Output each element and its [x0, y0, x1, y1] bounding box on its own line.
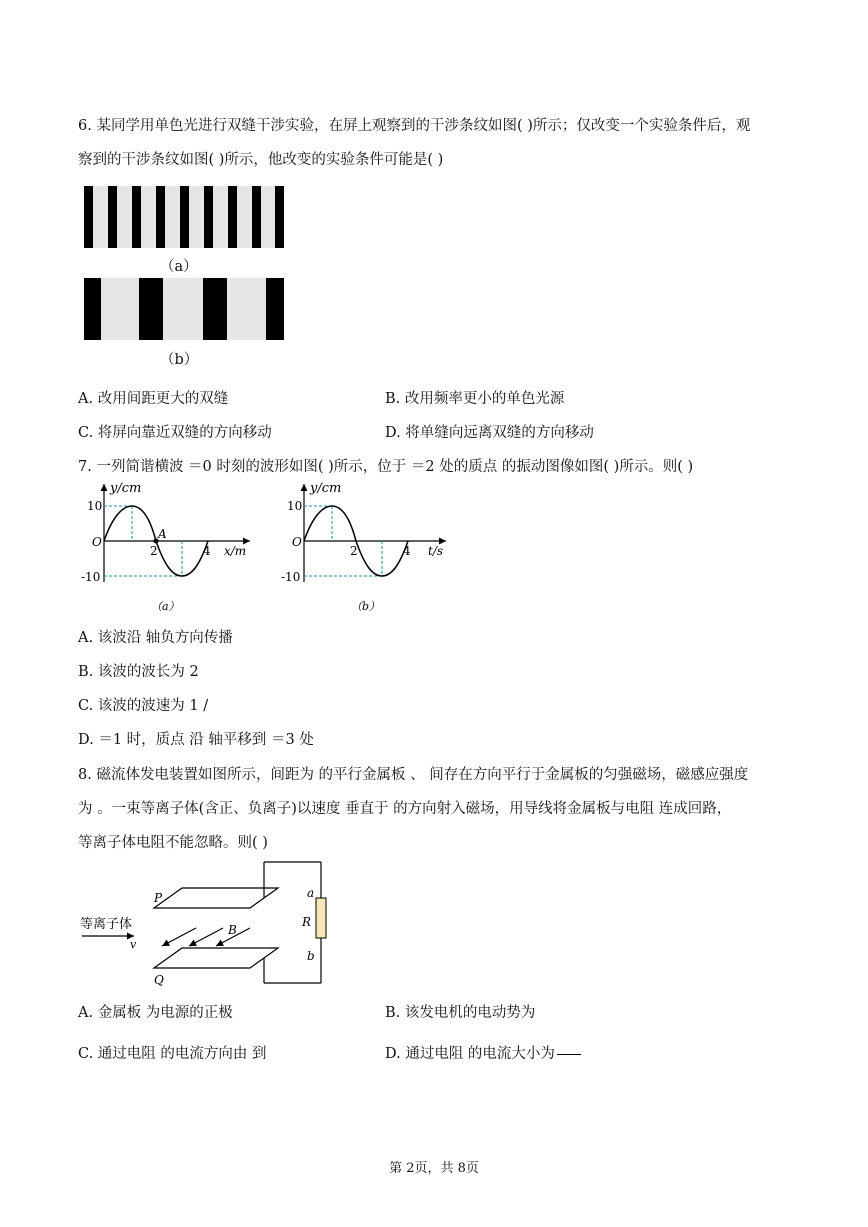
svg-text:（b）: （b） — [351, 600, 381, 613]
resistor-r — [316, 898, 326, 938]
svg-text:v: v — [130, 938, 137, 951]
q6-option-c[interactable]: C. 将屏向靠近双缝的方向移动 — [78, 425, 272, 441]
svg-text:Q: Q — [154, 973, 164, 987]
q6-stem-line2: 察到的干涉条纹如图( )所示，他改变的实验条件可能是( ) — [78, 152, 444, 168]
q6-stem-line1: 6. 某同学用单色光进行双缝干涉实验，在屏上观察到的干涉条纹如图( )所示；仅改变一个实验条件后，观 — [78, 118, 751, 134]
q7-option-d[interactable]: D. ＝1 时，质点 沿 轴平移到 ＝3 处 — [78, 732, 314, 748]
q6-option-d[interactable]: D. 将单缝向远离双缝的方向移动 — [385, 425, 594, 441]
mhd-generator-diagram — [78, 858, 338, 988]
plate-q — [154, 948, 278, 968]
svg-text:a: a — [307, 886, 315, 900]
q8-option-a[interactable]: A. 金属板 为电源的正极 — [78, 1005, 233, 1021]
q7-stem: 7. 一列简谐横波 ＝0 时刻的波形如图( )所示，位于 ＝2 处的质点 的振动图像如图( )所示。则( ) — [78, 459, 694, 475]
svg-text:4: 4 — [203, 544, 211, 558]
vibration-graph-b — [278, 478, 458, 618]
svg-text:x/m: x/m — [224, 544, 247, 558]
q7-option-a[interactable]: A. 该波沿 轴负方向传播 — [78, 630, 233, 646]
q8-stem-line3: 等离子体电阻不能忽略。则( ) — [78, 835, 268, 851]
plate-p — [154, 888, 278, 908]
fraction-bar — [557, 1054, 581, 1055]
svg-text:R: R — [302, 915, 312, 929]
svg-text:2: 2 — [150, 544, 158, 558]
wave-graph-a — [78, 478, 258, 618]
q8-stem-line2: 为 。一束等离子体(含正、负离子)以速度 垂直于 的方向射入磁场，用导线将金属板与电阻 连成回路， — [78, 801, 732, 817]
fringe-a-label: （a） — [160, 259, 198, 275]
svg-text:y/cm: y/cm — [310, 481, 342, 496]
svg-text:O: O — [92, 535, 102, 549]
fringe-pattern-b — [84, 278, 284, 340]
fringe-b-label: （b） — [160, 352, 199, 368]
q8-stem-line1: 8. 磁流体发电装置如图所示，间距为 的平行金属板 、 间存在方向平行于金属板的匀强磁场，磁感应强度 — [78, 767, 749, 783]
q8-option-d-text: D. 通过电阻 的电流大小为 — [385, 1046, 555, 1062]
svg-text:P: P — [154, 891, 163, 905]
svg-text:A: A — [158, 527, 167, 541]
svg-text:（a）: （a） — [151, 600, 180, 613]
page-footer: 第 2页，共 8页 — [389, 1161, 479, 1176]
svg-text:等离子体: 等离子体 — [80, 917, 133, 932]
svg-text:b: b — [307, 949, 315, 963]
svg-text:10: 10 — [87, 499, 103, 513]
q8-option-d[interactable] — [385, 1042, 581, 1063]
svg-text:-10: -10 — [81, 570, 101, 584]
svg-text:t/s: t/s — [428, 544, 444, 558]
q7-option-c[interactable]: C. 该波的波速为 1 / — [78, 698, 209, 714]
svg-text:y/cm: y/cm — [110, 481, 142, 496]
q8-option-c[interactable]: C. 通过电阻 的电流方向由 到 — [78, 1046, 267, 1062]
fringe-pattern-a — [84, 186, 284, 248]
svg-text:-10: -10 — [281, 570, 301, 584]
svg-text:B: B — [228, 923, 237, 937]
q6-option-a[interactable]: A. 改用间距更大的双缝 — [78, 391, 229, 407]
svg-text:4: 4 — [403, 544, 411, 558]
q7-option-b[interactable]: B. 该波的波长为 2 — [78, 664, 199, 680]
svg-text:2: 2 — [350, 544, 358, 558]
q8-option-b[interactable]: B. 该发电机的电动势为 — [385, 1005, 536, 1021]
q6-option-b[interactable]: B. 改用频率更小的单色光源 — [385, 391, 565, 407]
svg-text:10: 10 — [287, 499, 303, 513]
svg-text:O: O — [292, 535, 302, 549]
